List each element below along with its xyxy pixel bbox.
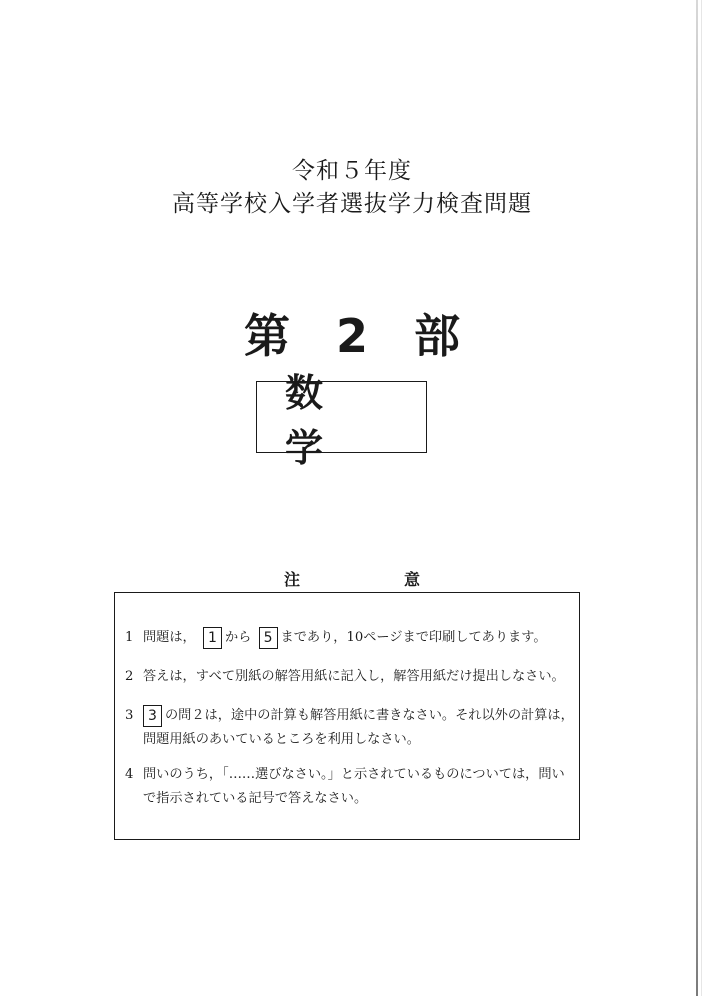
item-number: 4 (125, 767, 134, 782)
subject-box (256, 371, 427, 470)
item-number: 3 (125, 708, 134, 723)
question-number-box: 1 (203, 627, 222, 649)
item-number: 1 (125, 630, 134, 645)
exam-year: 令和５年度 (292, 158, 412, 184)
item-text: 問いのうち，「……選びなさい。」と示されているものについては，問い (143, 767, 565, 782)
item-text: で指示されている記号で答えなさい。 (143, 791, 368, 806)
part-title: 第 2 部 (243, 309, 460, 363)
notice-item-4-continued (125, 787, 573, 811)
notice-heading: 注 意 (283, 570, 464, 589)
question-number-box: 3 (143, 705, 162, 727)
notice-box (114, 592, 580, 840)
item-text: 答えは，すべて別紙の解答用紙に記入し，解答用紙だけ提出しなさい。 (143, 669, 565, 684)
item-text: から (224, 630, 252, 645)
subject-name: 数 学 (285, 371, 418, 470)
notice-item-3-continued (125, 728, 573, 752)
notice-item-1 (125, 626, 573, 650)
notice-item-3 (125, 704, 573, 728)
item-text: の問２は，途中の計算も解答用紙に書きなさい。それ以外の計算は， (165, 708, 574, 723)
notice-item-2 (125, 665, 573, 689)
scan-edge-line-faint (701, 0, 702, 996)
item-number: 2 (125, 669, 134, 684)
scan-edge-line (696, 0, 698, 996)
item-text: 問題用紙のあいているところを利用しなさい。 (143, 732, 420, 747)
item-text: まであり，10ページまで印刷してあります。 (280, 630, 547, 645)
exam-title: 高等学校入学者選抜学力検査問題 (172, 191, 532, 217)
question-number-box: 5 (259, 627, 278, 649)
notice-item-4 (125, 763, 573, 787)
item-text: 問題は， (143, 630, 196, 645)
